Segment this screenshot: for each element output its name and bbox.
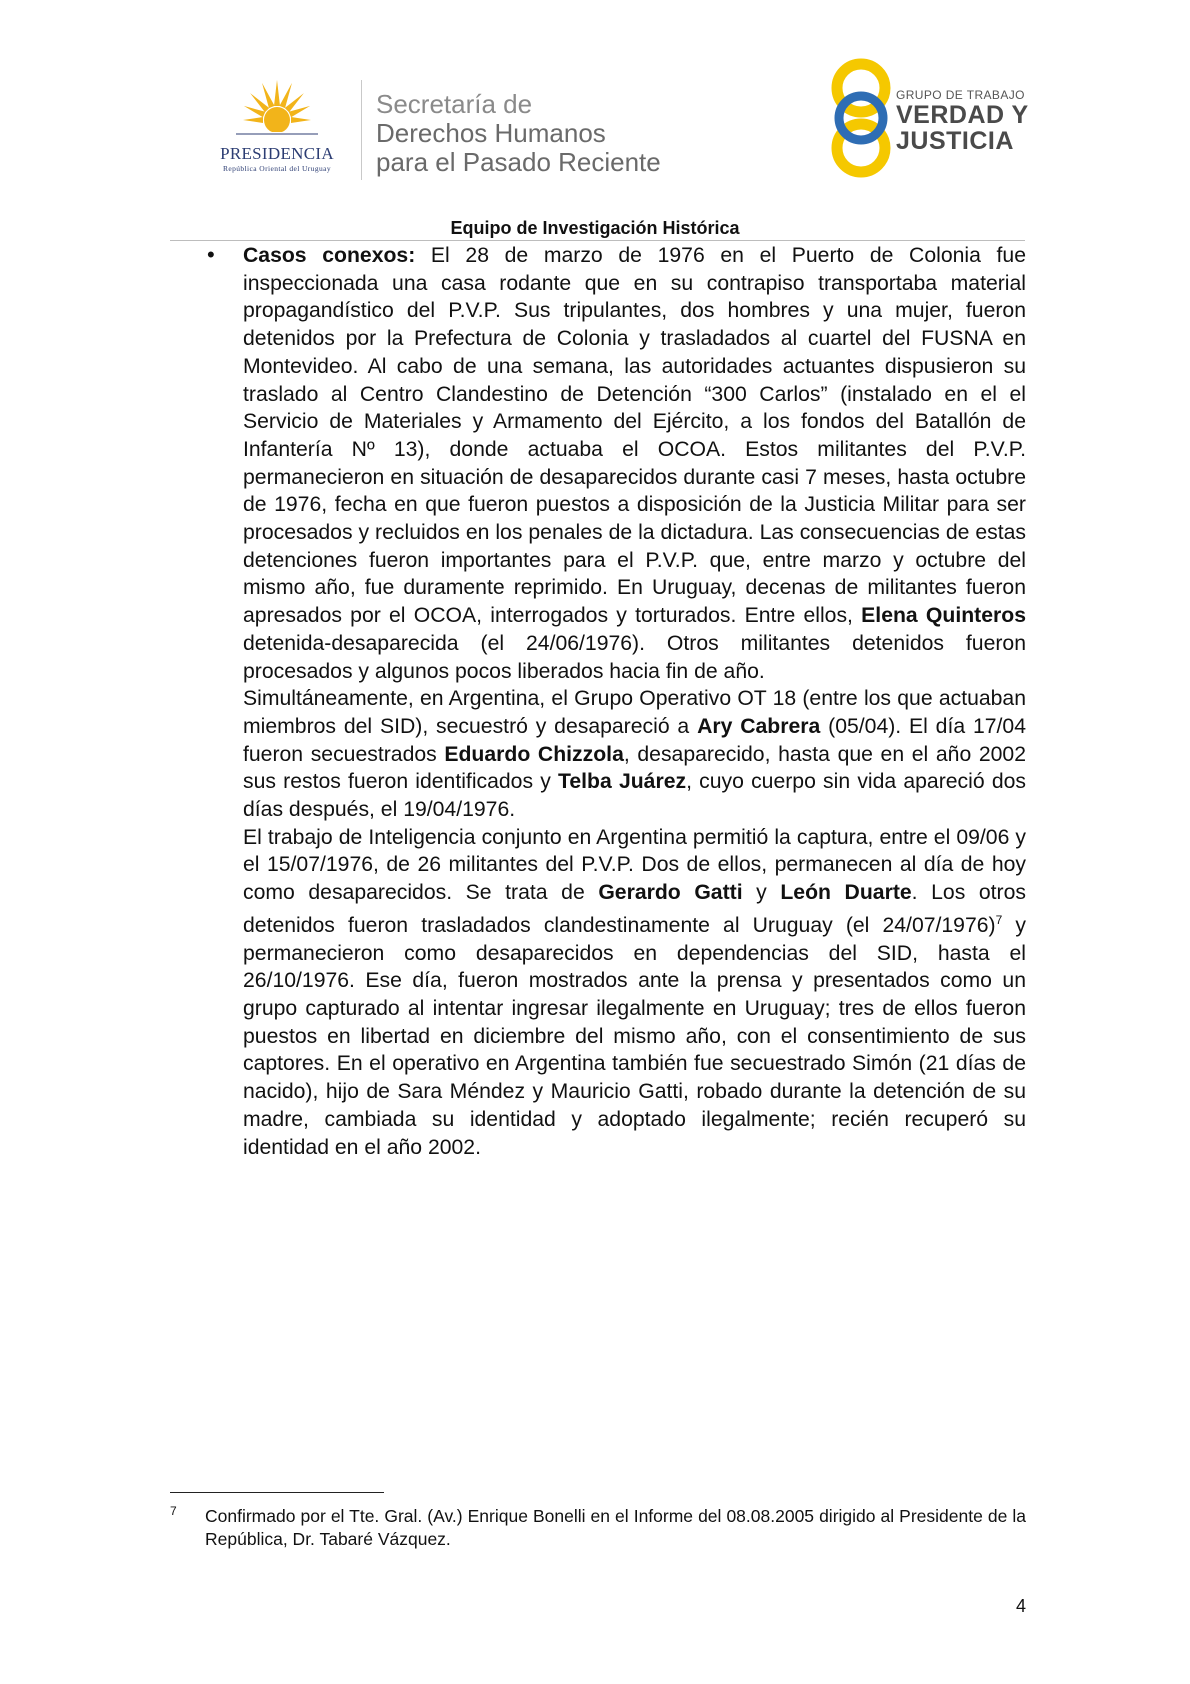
text-run: y	[742, 881, 781, 905]
person-name: Elena Quinteros	[861, 604, 1026, 628]
team-title: Equipo de Investigación Histórica	[450, 218, 740, 238]
footnote-rule	[170, 1492, 384, 1493]
secretaria-line-2: Derechos Humanos	[376, 118, 606, 148]
text-run: y permanecieron como desaparecidos en dependencias del SID, hasta el 26/10/1976. Ese día, fueron mostrados ante la prensa y presentados como un grupo capturado al intentar ingresar ilegalmente en Uruguay; tres de ellos fueron puestos en libertad en diciembre del mismo año, con el consentimiento de sus captores. En el operativo en Argentina también fue secuestrado Simón (21 días de nacido), hijo de Sara Méndez y Mauricio Gatti, robado durante la detención de su madre, cambiada su identidad y adoptado ilegalmente; recién recuperó su identidad en el año 2002.	[243, 913, 1026, 1159]
text-run: Simultáneamente, en Argentina, el Grupo Operativo OT 18 (entre los que actuaban miembros del SID), secuestró y desapareció a	[243, 687, 1026, 738]
text-run: El 28 de marzo de 1976 en el Puerto de Colonia fue inspeccionada una casa rodante que en su contrapiso transportaba material propagandístico del P.V.P. Sus tripulantes, dos hombres y una mujer, fueron detenidos por la Prefectura de Colonia y trasladados al cuartel del FUSNA en Montevideo. Al cabo de una semana, las autoridades actuantes dispusieron su traslado al Centro Clandestino de Detención “300 Carlos” (instalado en el el Servicio de Materiales y Armamento del Ejército, a los fondos del Batallón de Infantería Nº 13), donde actuaba el OCOA. Estos militantes del P.V.P. permanecieron en situación de desaparecidos durante casi 7 meses, hasta octubre de 1976, fecha en que fueron puestos a disposición de la Justicia Militar para ser procesados y recluidos en los penales de la dictadura. Las consecuencias de estas detenciones fueron importantes para el P.V.P. que, entre marzo y octubre del mismo año, fue duramente reprimido. En Uruguay, decenas de militantes fueron apresados por el OCOA, interrogados y torturados. Entre ellos,	[243, 244, 1026, 628]
person-name: Ary Cabrera	[697, 714, 821, 738]
paragraph-3	[243, 824, 1026, 1162]
paragraph-1	[243, 242, 1026, 685]
presidencia-name: PRESIDENCIA	[220, 144, 334, 163]
section-label: Casos conexos:	[243, 244, 416, 267]
person-name: Eduardo Chizzola	[444, 742, 624, 766]
page-header	[0, 0, 1190, 210]
secretaria-line-3: para el Pasado Reciente	[376, 147, 661, 177]
main-content	[243, 242, 1026, 1161]
header-rule	[170, 240, 1025, 241]
person-name: Gerardo Gatti	[598, 881, 743, 905]
presidencia-subtitle: República Oriental del Uruguay	[222, 164, 331, 173]
text-run: detenida-desaparecida (el 24/06/1976). Otros militantes detenidos fueron procesados y algunos pocos liberados hacia fin de año.	[243, 631, 1026, 683]
footnote-text: Confirmado por el Tte. Gral. (Av.) Enrique Bonelli en el Informe del 08.08.2005 dirigido al Presidente de la República, Dr. Tabaré Vázquez.	[205, 1506, 1026, 1549]
text-run: . Los otros detenidos fueron trasladados clandestinamente al Uruguay (el 24/07/1976)	[243, 881, 1026, 937]
text-run: El trabajo de Inteligencia conjunto en Argentina permitió la captura, entre el 09/06 y el 15/07/1976, de 26 militantes del P.V.P. Dos de ellos, permanecen al día de hoy como desaparecidos. Se trata de	[243, 825, 1026, 905]
text-run: , desaparecido, hasta que en el año 2002 sus restos fueron identificados y	[243, 742, 1026, 794]
secretaria-title	[376, 90, 661, 177]
person-name: León Duarte	[780, 881, 912, 905]
bullet-icon: •	[207, 242, 215, 267]
paragraph-2	[243, 685, 1026, 824]
text-run: (05/04). El día 17/04 fueron secuestrados	[243, 714, 1026, 766]
vj-line-2: VERDAD Y	[896, 101, 1029, 129]
verdad-justicia-title	[896, 88, 1029, 154]
footnote-reference: 7	[995, 912, 1003, 927]
person-name: Telba Juárez	[558, 770, 687, 794]
vj-line-1: GRUPO DE TRABAJO	[896, 88, 1025, 102]
vj-line-3: JUSTICIA	[896, 127, 1014, 155]
text-run: , cuyo cuerpo sin vida apareció dos días después, el 19/04/1976.	[243, 770, 1026, 822]
header-divider	[361, 80, 362, 180]
secretaria-line-1: Secretaría de	[376, 89, 533, 119]
footnote-number: 7	[170, 1504, 177, 1518]
verdad-justicia-rings-logo	[820, 56, 902, 180]
page-number: 4	[1015, 1596, 1026, 1616]
